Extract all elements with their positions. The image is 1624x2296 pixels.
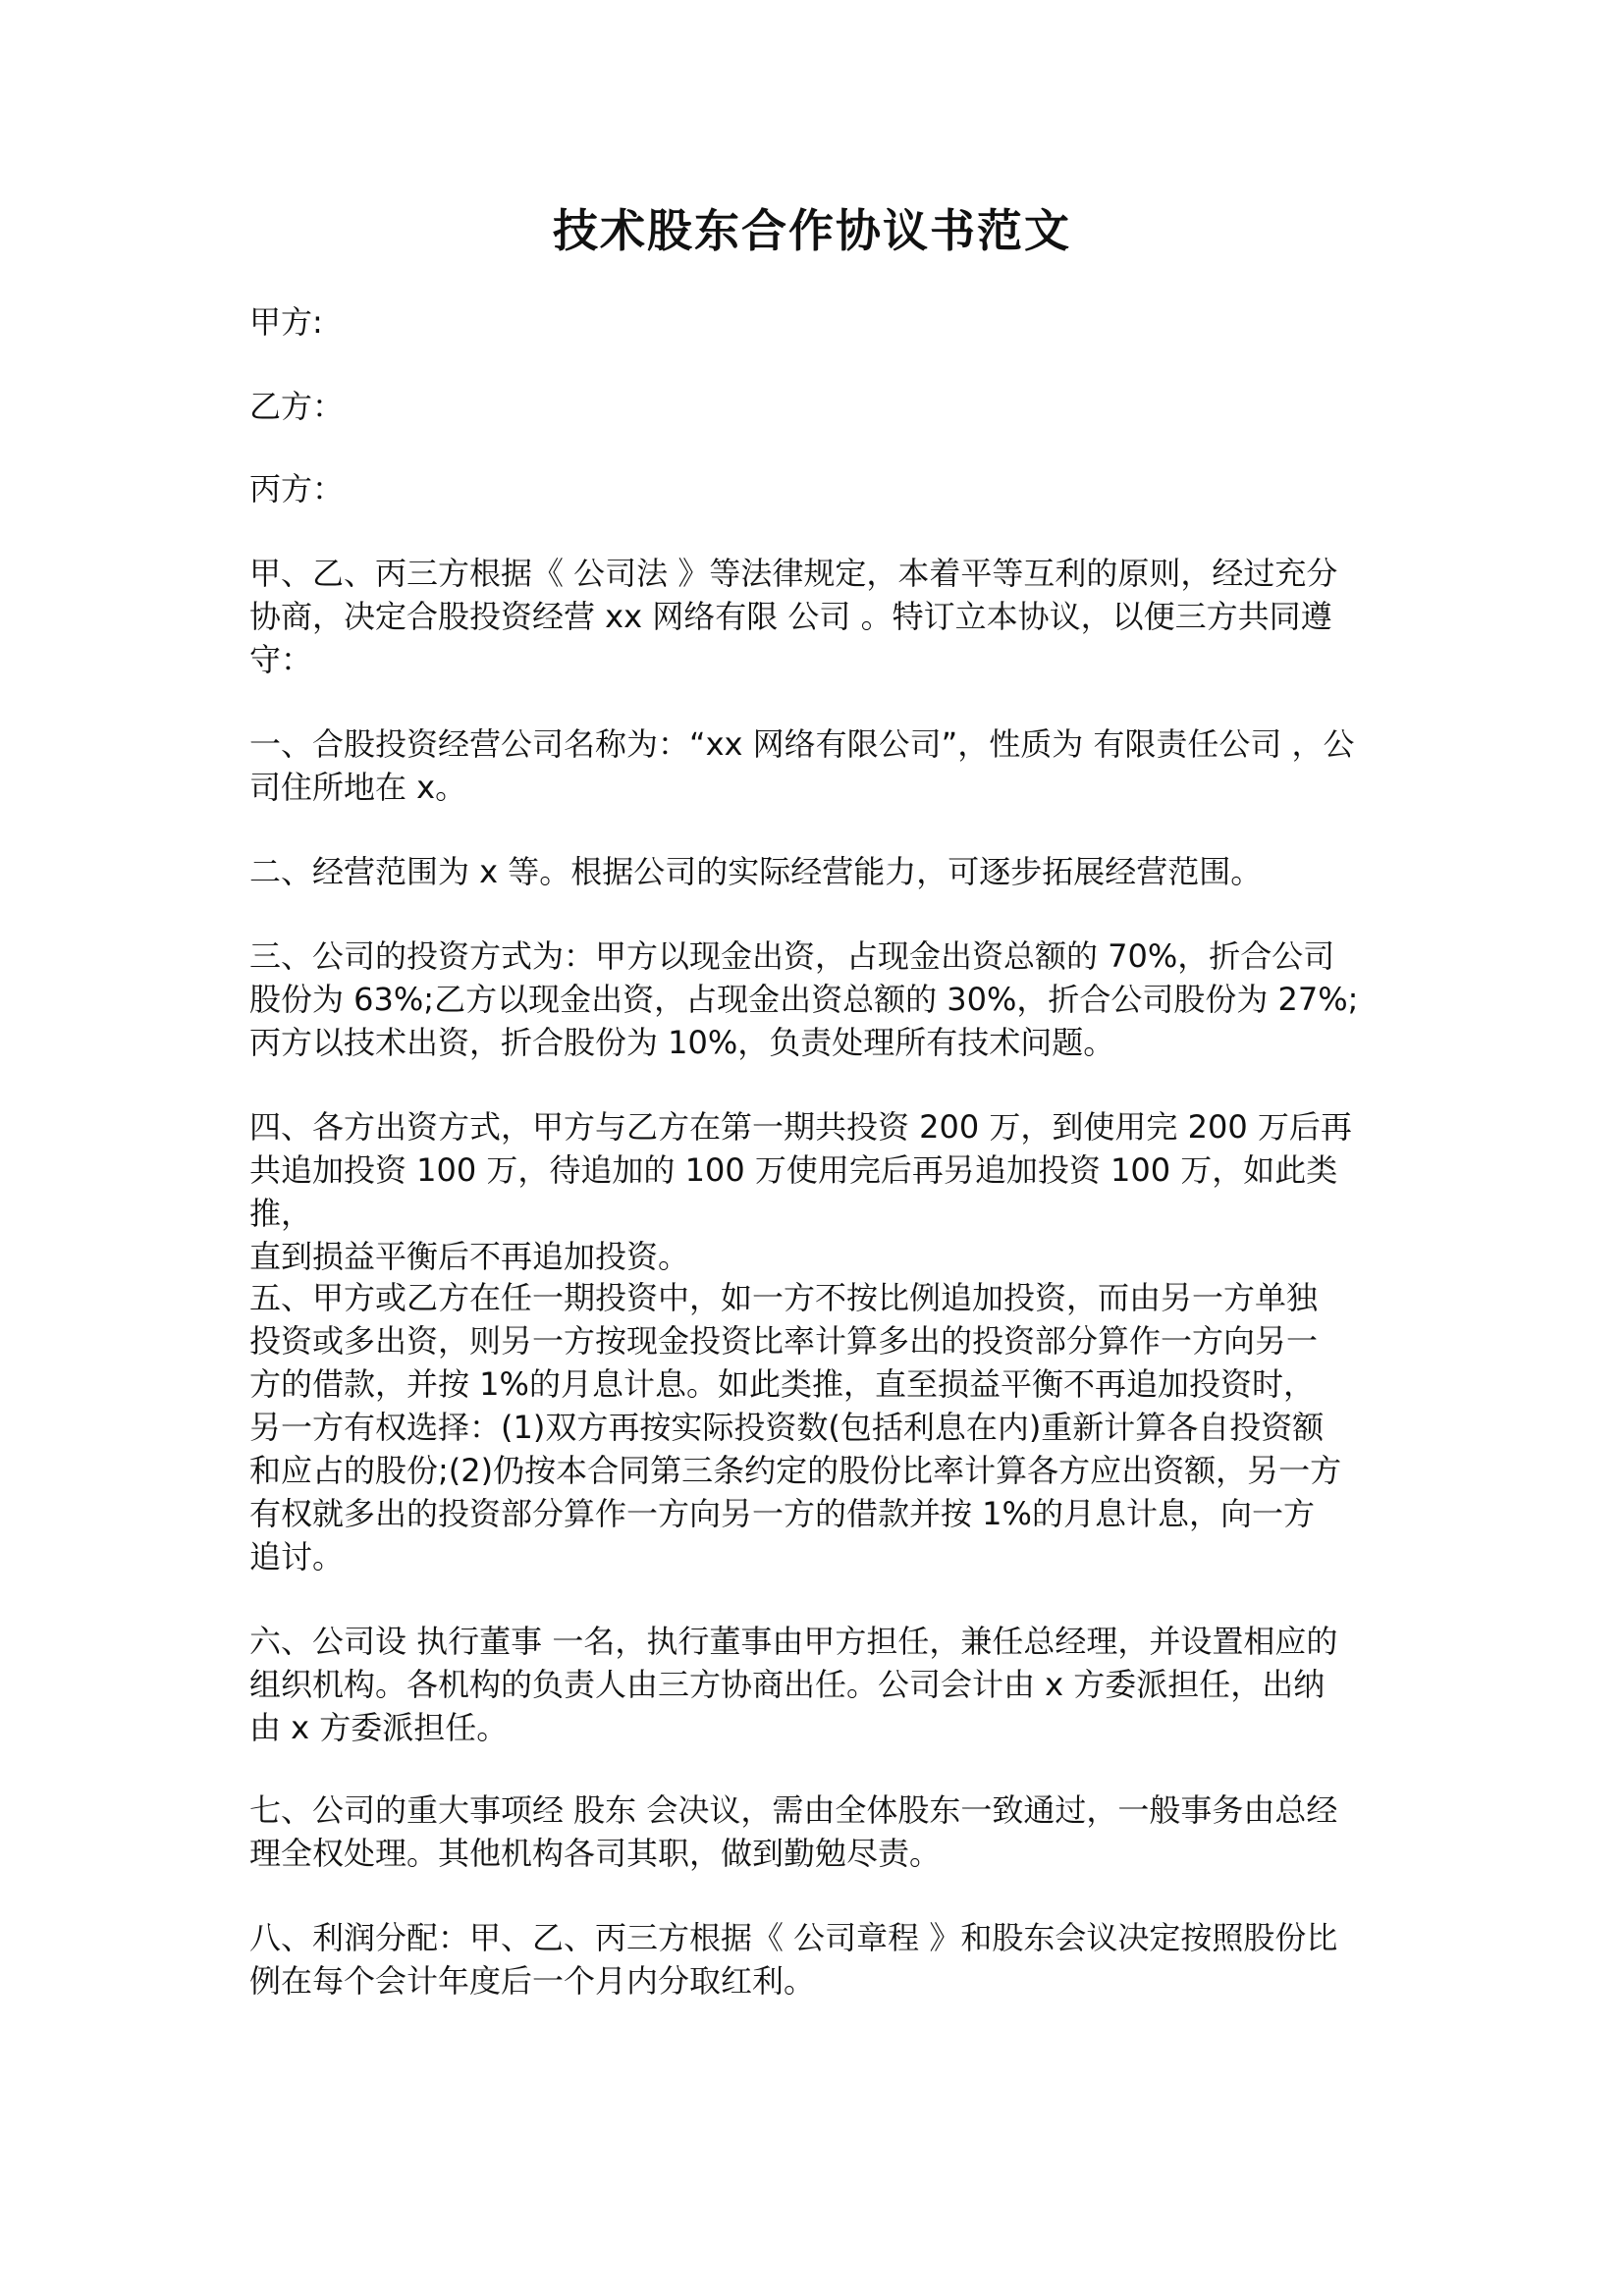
clause-6: 六、公司设 执行董事 一名，执行董事由甲方担任，兼任总经理，并设置相应的 组织机构。各机构的负责人由三方协商出任。公司会计由 x 方委派担任，出纳 由 x 方委派担任。 bbox=[249, 1623, 1338, 1746]
clause-4: 四、各方出资方式，甲方与乙方在第一期共投资 200 万，到使用完 200 万后再 共追加投资 100 万，待追加的 100 万使用完后再另追加投资 100 万，如此类推， 直到损益平衡后不再追加投资。 bbox=[249, 1108, 1352, 1275]
document-title: 技术股东合作协议书范文 bbox=[553, 204, 1071, 257]
party-c-line: 丙方： bbox=[249, 470, 345, 507]
clause-3: 三、公司的投资方式为：甲方以现金出资，占现金出资总额的 70%，折合公司 股份为 63%;乙方以现金出资，占现金出资总额的 30%，折合公司股份为 27%; 丙方以技术出资，折合股份为 10%，负责处理所有技术问题。 bbox=[249, 937, 1359, 1061]
clause-8: 八、利润分配：甲、乙、丙三方根据《 公司章程 》和股东会议决定按照股份比 例在每个会计年度后一个月内分取红利。 bbox=[249, 1919, 1338, 2000]
clause-5: 五、甲方或乙方在任一期投资中，如一方不按比例追加投资，而由另一方单独 投资或多出资，则另一方按现金投资比率计算多出的投资部分算作一方向另一 方的借款，并按 1%的月息计息。如此类推，直至损益平衡不再追加投资时， 另一方有权选择：(1)双方再按实际投资数(包括利息在内)重新计算各自投资额 和应占的股份;(2)仍按本合同第三条约定的股份比率计算各方应出资额，另一方 有权就多出的投资部分算作一方向另一方的借款并按 1%的月息计息，向一方 追讨。 bbox=[249, 1279, 1342, 1575]
clause-7: 七、公司的重大事项经 股东 会决议，需由全体股东一致通过，一般事务由总经 理全权处理。其他机构各司其职，做到勤勉尽责。 bbox=[249, 1791, 1338, 1872]
intro-paragraph: 甲、乙、丙三方根据《 公司法 》等法律规定，本着平等互利的原则，经过充分 协商，决定合股投资经营 xx 网络有限 公司 。特订立本协议，以便三方共同遵 守： bbox=[249, 555, 1338, 678]
clause-1: 一、合股投资经营公司名称为：“xx 网络有限公司”，性质为 有限责任公司 ，公 司住所地在 x。 bbox=[249, 725, 1355, 806]
party-b-line: 乙方： bbox=[249, 388, 345, 425]
clause-2: 二、经营范围为 x 等。根据公司的实际经营能力，可逐步拓展经营范围。 bbox=[249, 853, 1263, 890]
party-a-line: 甲方: bbox=[249, 303, 323, 341]
